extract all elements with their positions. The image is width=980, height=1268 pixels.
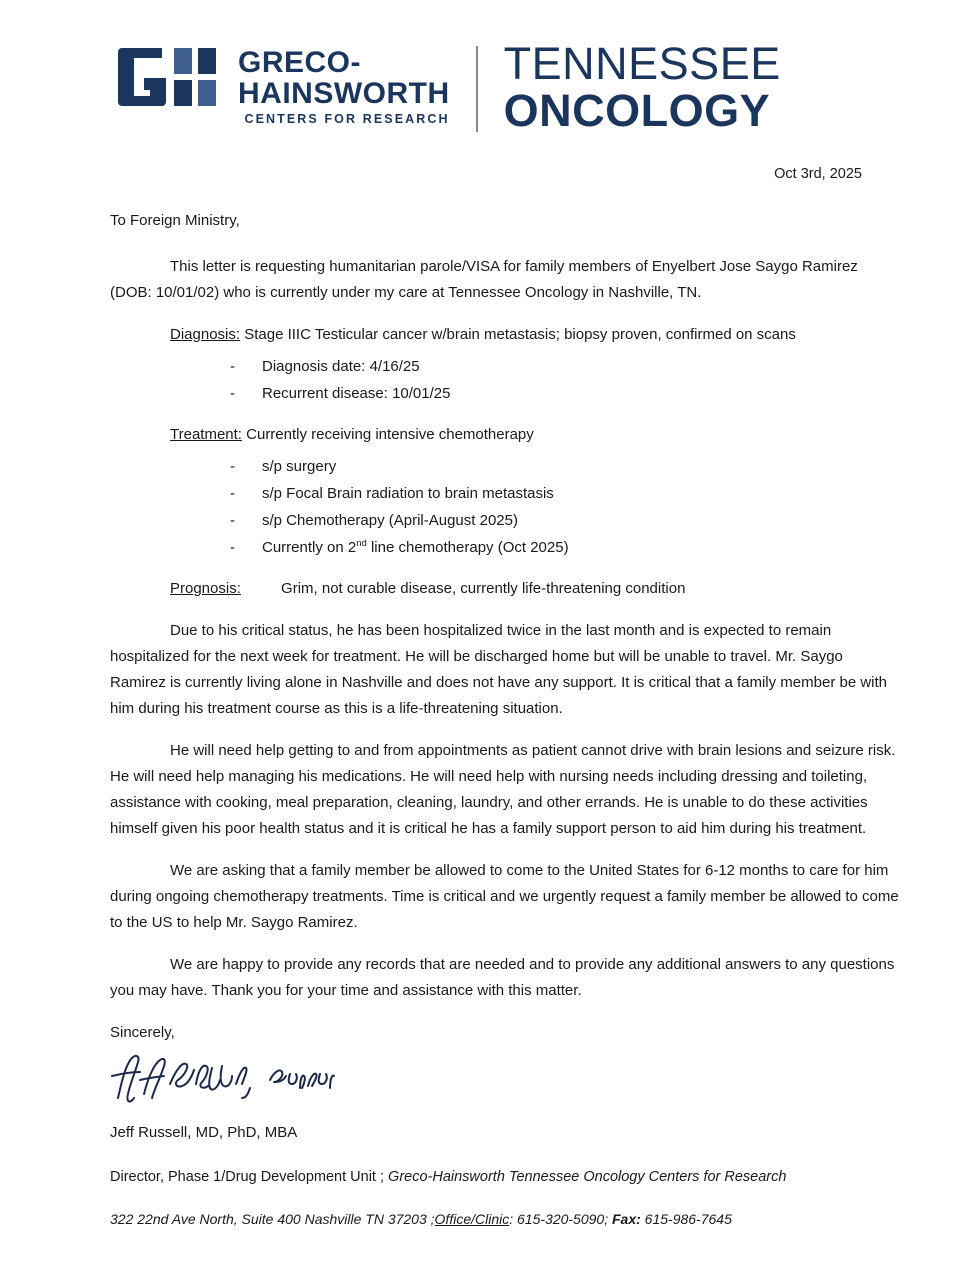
sincerely-line: Sincerely,: [110, 1024, 175, 1041]
treatment-item4-suffix: line chemotherapy (Oct 2025): [366, 539, 569, 556]
signer-name: Jeff Russell, MD, PhD, MBA: [110, 1124, 298, 1141]
gh-wordmark: [238, 48, 450, 129]
tennessee-oncology-logo: [504, 40, 781, 134]
signer-role-plain: Director, Phase 1/Drug Development Unit ;: [110, 1169, 389, 1185]
address-part1: 322 22nd Ave North, Suite 400 Nashville TN 37203 ;: [110, 1211, 435, 1227]
needs-paragraph: He will need help getting to and from appointments as patient cannot drive with brain lesions and seizure risk. He will need help managing his medications. He will need help with nursing needs including dressing and toileting, assistance with cooking, meal preparation, cleaning, laundry, and other errands. He is unable to do these activities himself given his poor health status and it is critical he has a family support person to aid him during his treatment.: [110, 742, 896, 837]
prognosis-label: Prognosis:: [170, 580, 241, 597]
treatment-label: Treatment:: [170, 426, 242, 443]
gh-line3: CENTERS FOR RESEARCH: [244, 112, 450, 126]
address-fax-label: Fax:: [611, 1211, 641, 1227]
prognosis-value: Grim, not curable disease, currently life-threatening condition: [281, 580, 686, 597]
salutation: To Foreign Ministry,: [110, 212, 240, 229]
handwritten-signature: [110, 1050, 900, 1112]
signer-address: [110, 1206, 900, 1232]
treatment-item4-sup: nd: [356, 538, 367, 549]
list-item: - Recurrent disease: 10/01/25: [230, 381, 900, 406]
list-item: - Diagnosis date: 4/16/25: [230, 354, 900, 379]
gh-line2: HAINSWORTH: [238, 77, 450, 110]
treatment-value: Currently receiving intensive chemotherapy: [246, 426, 534, 443]
diagnosis-label: Diagnosis:: [170, 326, 241, 343]
closing-paragraph: We are happy to provide any records that are needed and to provide any additional answers to any questions you may have. Thank you for your time and assistance with this matter.: [110, 956, 895, 999]
intro-paragraph: This letter is requesting humanitarian parole/VISA for family members of Enyelbert Jose Saygo Ramirez (DOB: 10/01/02) who is currently under my care at Tennessee Oncology in Nashville, TN.: [110, 258, 858, 301]
list-item: - s/p Chemotherapy (April-August 2025): [230, 508, 900, 533]
to-line2: ONCOLOGY: [503, 85, 771, 136]
letterhead-divider: [476, 46, 478, 132]
list-item: - s/p surgery: [230, 454, 900, 479]
diagnosis-list: [110, 354, 900, 406]
diagnosis-value: Stage IIIC Testicular cancer w/brain metastasis; biopsy proven, confirmed on scans: [244, 326, 796, 343]
request-paragraph: We are asking that a family member be allowed to come to the United States for 6-12 months to care for him during ongoing chemotherapy treatments. Time is critical and we urgently request a family member be allowed to come to the US to help Mr. Saygo Ramirez.: [110, 862, 899, 931]
treatment-item4-prefix: Currently on 2: [262, 539, 357, 556]
treatment-block: [110, 422, 900, 448]
gh-monogram-icon: [118, 46, 234, 108]
letter-date: Oct 3rd, 2025: [774, 166, 862, 182]
prognosis-block: [110, 576, 900, 602]
greco-hainsworth-logo: [118, 44, 450, 129]
letterhead: [0, 0, 980, 154]
address-office-label: Office/Clinic: [434, 1211, 510, 1227]
list-item: [230, 535, 900, 560]
signer-role: [110, 1164, 900, 1190]
address-part2: : 615-320-5090;: [509, 1211, 612, 1227]
treatment-list: [110, 454, 900, 560]
status-paragraph: Due to his critical status, he has been hospitalized twice in the last month and is expected to remain hospitalized for the next week for treatment. He will be discharged home but will be unable to travel. Mr. Saygo Ramirez is currently living alone in Nashville and does not have any support. It is critical that a family member be with him during his treatment course as this is a life-threatening situation.: [110, 622, 888, 717]
letter-body: [0, 182, 980, 1232]
diagnosis-block: [110, 322, 900, 348]
list-item: - s/p Focal Brain radiation to brain metastasis: [230, 481, 900, 506]
to-line1: TENNESSEE: [503, 38, 781, 89]
signer-role-italic: Greco-Hainsworth Tennessee Oncology Centers for Research: [388, 1169, 787, 1185]
gh-line1: GRECO-: [238, 46, 361, 79]
address-fax-number: 615-986-7645: [640, 1211, 732, 1227]
